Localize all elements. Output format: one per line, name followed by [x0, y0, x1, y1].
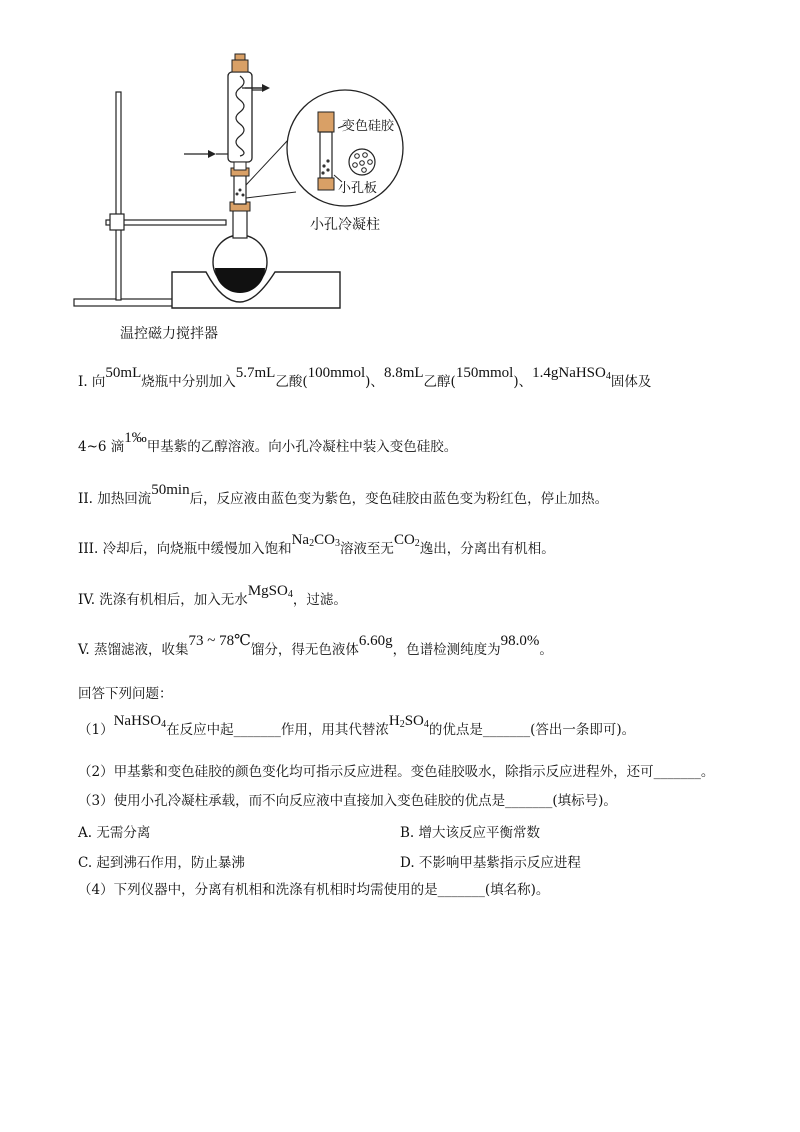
step-1: I. 向50mL烧瓶中分别加入5.7mL乙酸(100mmol)、8.8mL乙醇(150mmol)、1.4gNaHSO$_4$固体及	[78, 365, 652, 390]
question-1: （1）NaHSO$_4$在反应中起_______作用，用其代替浓$H_2SO_4$的优点是_______(答出一条即可)。	[78, 713, 636, 738]
option-a: A. 无需分离	[78, 825, 151, 841]
stand-rod	[116, 92, 121, 300]
option-c: C. 起到沸石作用，防止暴沸	[78, 855, 245, 871]
step-2: II. 加热回流50min后，反应液由蓝色变为紫色，变色硅胶由蓝色变为粉红色，停止加热。	[78, 482, 609, 507]
question-2: （2）甲基紫和变色硅胶的颜色变化均可指示反应进程。变色硅胶吸水，除指示反应进程外，还可_______。	[78, 764, 715, 780]
label-plate: 小孔板	[338, 181, 378, 196]
apparatus-diagram	[60, 40, 460, 350]
label-silica: 变色硅胶	[342, 119, 395, 134]
step-3: III. 冷却后，向烧瓶中缓慢加入饱和$Na_2CO_3$溶液至无$CO_2$逸出，分离出有机相。	[78, 532, 555, 557]
question-4: （4）下列仪器中，分离有机相和洗涤有机相时均需使用的是_______(填名称)。	[78, 882, 550, 898]
step-1-continued: 4~6 滴1‰甲基紫的乙醇溶液。向小孔冷凝柱中装入变色硅胶。	[78, 430, 458, 455]
step-4: IV. 洗涤有机相后，加入无水MgSO$_4$，过滤。	[78, 583, 347, 608]
step-5: V. 蒸馏滤液，收集73 ~ 78℃馏分，得无色液体6.60g，色谱检测纯度为98.0%。	[78, 633, 553, 658]
option-d: D. 不影响甲基紫指示反应进程	[400, 855, 581, 871]
label-stirrer: 温控磁力搅拌器	[120, 326, 218, 342]
question-3: （3）使用小孔冷凝柱承载，而不向反应液中直接加入变色硅胶的优点是_______(填标号)。	[78, 793, 617, 809]
label-column: 小孔冷凝柱	[310, 217, 380, 233]
option-b: B. 增大该反应平衡常数	[400, 825, 541, 841]
stand-base	[74, 299, 174, 306]
answer-prompt: 回答下列问题：	[78, 686, 173, 702]
